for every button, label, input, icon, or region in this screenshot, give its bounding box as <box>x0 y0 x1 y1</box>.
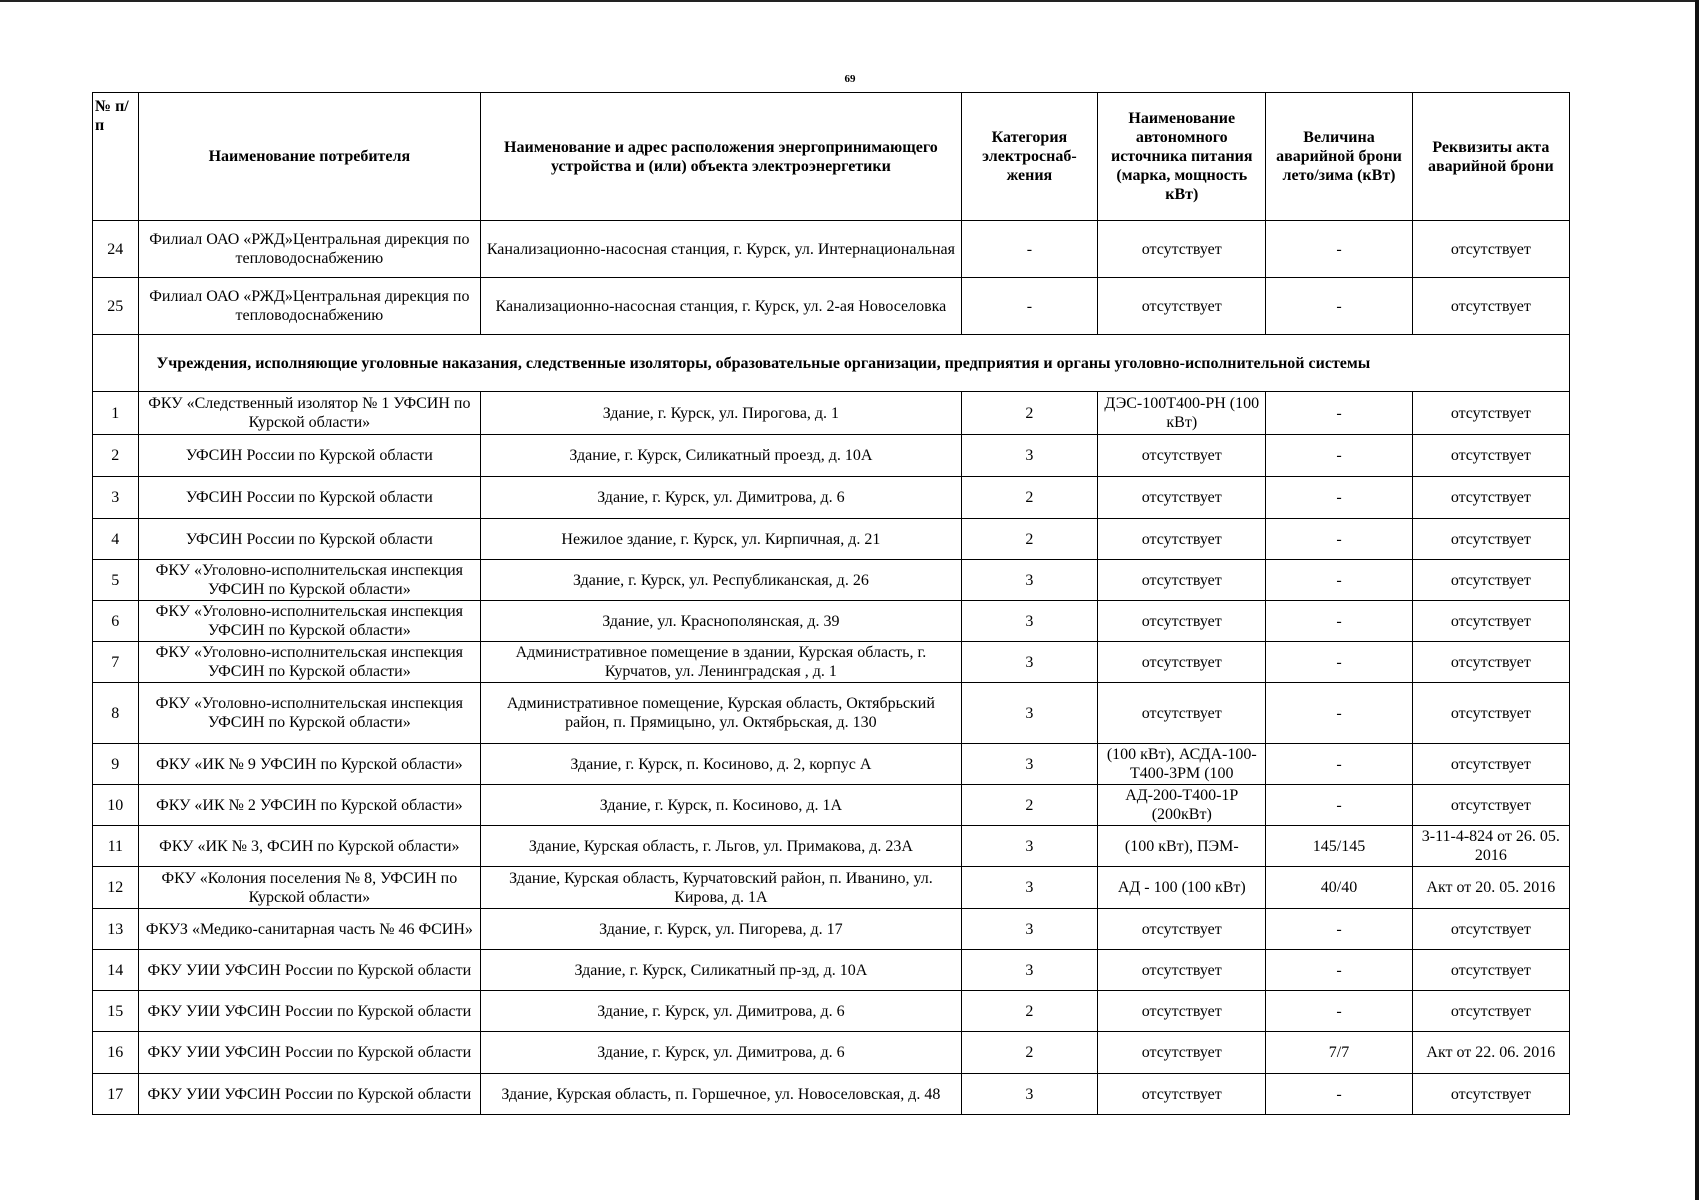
section-title: Учреждения, исполняющие уголовные наказания, следственные изоляторы, образовательные организации, предприятия и органы уголовно-исполнительной системы <box>138 335 1569 392</box>
cell-num: 8 <box>93 683 139 744</box>
cell-reserve: - <box>1266 950 1412 991</box>
cell-address: Здание, г. Курск, Силикатный проезд, д. 10А <box>481 435 961 477</box>
cell-num: 12 <box>93 867 139 909</box>
cell-address: Здание, г. Курск, п. Косиново, д. 1А <box>481 785 961 826</box>
table-row <box>93 826 1570 867</box>
cell-act: Акт от 20. 05. 2016 <box>1412 867 1569 909</box>
cell-reserve: - <box>1266 392 1412 435</box>
cell-category: 3 <box>961 560 1098 601</box>
cell-act: отсутствует <box>1412 991 1569 1032</box>
table-row <box>93 601 1570 642</box>
cell-address: Здание, г. Курск, ул. Димитрова, д. 6 <box>481 991 961 1032</box>
header-category: Категория электроснаб-жения <box>961 93 1098 221</box>
cell-consumer: ФКУ «ИК № 2 УФСИН по Курской области» <box>138 785 481 826</box>
table-row <box>93 991 1570 1032</box>
cell-reserve: 7/7 <box>1266 1032 1412 1074</box>
cell-category: 3 <box>961 435 1098 477</box>
cell-reserve: - <box>1266 221 1412 278</box>
cell-source: отсутствует <box>1098 560 1266 601</box>
header-num: № п/п <box>93 93 139 221</box>
cell-source: отсутствует <box>1098 221 1266 278</box>
cell-act: отсутствует <box>1412 519 1569 560</box>
cell-reserve: 145/145 <box>1266 826 1412 867</box>
rows-group-b <box>93 392 1570 1115</box>
cell-source: отсутствует <box>1098 909 1266 950</box>
cell-num: 24 <box>93 221 139 278</box>
cell-address: Здание, г. Курск, Силикатный пр-зд, д. 10А <box>481 950 961 991</box>
cell-act: отсутствует <box>1412 601 1569 642</box>
cell-consumer: УФСИН России по Курской области <box>138 477 481 519</box>
cell-category: - <box>961 221 1098 278</box>
table-row <box>93 909 1570 950</box>
cell-num: 6 <box>93 601 139 642</box>
header-address: Наименование и адрес расположения энергопринимающего устройства и (или) объекта электроэнергетики <box>481 93 961 221</box>
table-row <box>93 785 1570 826</box>
cell-source: отсутствует <box>1098 1074 1266 1115</box>
table-row <box>93 392 1570 435</box>
cell-consumer: УФСИН России по Курской области <box>138 519 481 560</box>
cell-act: отсутствует <box>1412 785 1569 826</box>
cell-category: 3 <box>961 826 1098 867</box>
cell-consumer: ФКУ «Уголовно-исполнительская инспекция УФСИН по Курской области» <box>138 560 481 601</box>
cell-consumer: ФКУ «Уголовно-исполнительская инспекция УФСИН по Курской области» <box>138 683 481 744</box>
cell-address: Здание, Курская область, Курчатовский район, п. Иванино, ул. Кирова, д. 1А <box>481 867 961 909</box>
cell-act: отсутствует <box>1412 1074 1569 1115</box>
cell-act: отсутствует <box>1412 683 1569 744</box>
table-row <box>93 950 1570 991</box>
cell-reserve: - <box>1266 991 1412 1032</box>
cell-source: отсутствует <box>1098 683 1266 744</box>
cell-category: 3 <box>961 744 1098 785</box>
cell-address: Канализационно-насосная станция, г. Курск, ул. 2-ая Новоселовка <box>481 278 961 335</box>
cell-reserve: - <box>1266 435 1412 477</box>
cell-num: 2 <box>93 435 139 477</box>
cell-category: 2 <box>961 1032 1098 1074</box>
cell-category: 2 <box>961 519 1098 560</box>
cell-address: Здание, г. Курск, п. Косиново, д. 2, корпус А <box>481 744 961 785</box>
cell-source: ДЭС-100Т400-РН (100 кВт) <box>1098 392 1266 435</box>
table-row <box>93 435 1570 477</box>
cell-category: 3 <box>961 683 1098 744</box>
cell-category: 3 <box>961 950 1098 991</box>
cell-reserve: - <box>1266 477 1412 519</box>
cell-category: 2 <box>961 785 1098 826</box>
cell-consumer: ФКУ УИИ УФСИН России по Курской области <box>138 1032 481 1074</box>
header-source: Наименование автономного источника питания (марка, мощность кВт) <box>1098 93 1266 221</box>
cell-consumer: ФКУЗ «Медико-санитарная часть № 46 ФСИН» <box>138 909 481 950</box>
cell-reserve: - <box>1266 642 1412 683</box>
cell-consumer: ФКУ «Колония поселения № 8, УФСИН по Курской области» <box>138 867 481 909</box>
cell-consumer: Филиал ОАО «РЖД»Центральная дирекция по тепловодоснабжению <box>138 278 481 335</box>
header-row <box>93 93 1570 221</box>
header-reserve: Величина аварийной брони лето/зима (кВт) <box>1266 93 1412 221</box>
cell-source: отсутствует <box>1098 1032 1266 1074</box>
cell-num: 16 <box>93 1032 139 1074</box>
scan-edge-right <box>1695 0 1699 1200</box>
cell-address: Здание, г. Курск, ул. Пигорева, д. 17 <box>481 909 961 950</box>
cell-consumer: ФКУ УИИ УФСИН России по Курской области <box>138 950 481 991</box>
cell-category: 3 <box>961 909 1098 950</box>
cell-num: 4 <box>93 519 139 560</box>
cell-address: Здание, ул. Краснополянская, д. 39 <box>481 601 961 642</box>
cell-consumer: ФКУ «Уголовно-исполнительская инспекция УФСИН по Курской области» <box>138 601 481 642</box>
cell-address: Здание, г. Курск, ул. Димитрова, д. 6 <box>481 477 961 519</box>
cell-num: 15 <box>93 991 139 1032</box>
cell-act: отсутствует <box>1412 278 1569 335</box>
cell-source: АД-200-Т400-1Р (200кВт) <box>1098 785 1266 826</box>
header-act: Реквизиты акта аварийной брони <box>1412 93 1569 221</box>
cell-address: Здание, Курская область, г. Льгов, ул. Примакова, д. 23А <box>481 826 961 867</box>
cell-source: отсутствует <box>1098 950 1266 991</box>
cell-num: 25 <box>93 278 139 335</box>
cell-reserve: - <box>1266 744 1412 785</box>
table-row <box>93 867 1570 909</box>
cell-source: отсутствует <box>1098 601 1266 642</box>
cell-category: - <box>961 278 1098 335</box>
cell-source: отсутствует <box>1098 519 1266 560</box>
section-num-cell <box>93 335 139 392</box>
cell-category: 2 <box>961 477 1098 519</box>
cell-num: 3 <box>93 477 139 519</box>
cell-category: 3 <box>961 642 1098 683</box>
cell-reserve: - <box>1266 601 1412 642</box>
cell-source: (100 кВт), ПЭМ- <box>1098 826 1266 867</box>
cell-num: 7 <box>93 642 139 683</box>
cell-reserve: - <box>1266 278 1412 335</box>
cell-reserve: - <box>1266 785 1412 826</box>
cell-act: отсутствует <box>1412 435 1569 477</box>
cell-reserve: - <box>1266 683 1412 744</box>
cell-source: отсутствует <box>1098 435 1266 477</box>
cell-num: 14 <box>93 950 139 991</box>
cell-consumer: ФКУ УИИ УФСИН России по Курской области <box>138 991 481 1032</box>
cell-address: Здание, Курская область, п. Горшечное, ул. Новоселовская, д. 48 <box>481 1074 961 1115</box>
cell-reserve: - <box>1266 560 1412 601</box>
cell-act: 3-11-4-824 от 26. 05. 2016 <box>1412 826 1569 867</box>
cell-num: 10 <box>93 785 139 826</box>
cell-num: 9 <box>93 744 139 785</box>
cell-address: Канализационно-насосная станция, г. Курск, ул. Интернациональная <box>481 221 961 278</box>
cell-num: 5 <box>93 560 139 601</box>
cell-consumer: УФСИН России по Курской области <box>138 435 481 477</box>
scan-edge-top <box>0 0 1699 2</box>
cell-address: Здание, г. Курск, ул. Димитрова, д. 6 <box>481 1032 961 1074</box>
header-consumer: Наименование потребителя <box>138 93 481 221</box>
cell-act: отсутствует <box>1412 560 1569 601</box>
cell-act: отсутствует <box>1412 477 1569 519</box>
table-row <box>93 221 1570 278</box>
cell-reserve: 40/40 <box>1266 867 1412 909</box>
cell-num: 17 <box>93 1074 139 1115</box>
cell-source: отсутствует <box>1098 642 1266 683</box>
cell-address: Здание, г. Курск, ул. Республиканская, д. 26 <box>481 560 961 601</box>
table-row <box>93 560 1570 601</box>
table-row <box>93 642 1570 683</box>
cell-category: 2 <box>961 991 1098 1032</box>
cell-source: АД - 100 (100 кВт) <box>1098 867 1266 909</box>
cell-act: Акт от 22. 06. 2016 <box>1412 1032 1569 1074</box>
cell-address: Административное помещение, Курская область, Октябрьский район, п. Прямицыно, ул. Октябрьская, д. 130 <box>481 683 961 744</box>
cell-address: Административное помещение в здании, Курская область, г. Курчатов, ул. Ленинградская , д. 1 <box>481 642 961 683</box>
section-group <box>93 335 1570 392</box>
cell-reserve: - <box>1266 1074 1412 1115</box>
rows-group-a <box>93 221 1570 335</box>
cell-num: 13 <box>93 909 139 950</box>
cell-act: отсутствует <box>1412 950 1569 991</box>
cell-category: 2 <box>961 392 1098 435</box>
cell-consumer: ФКУ «Следственный изолятор № 1 УФСИН по Курской области» <box>138 392 481 435</box>
page-number: 69 <box>844 73 856 85</box>
table-row <box>93 683 1570 744</box>
cell-source: отсутствует <box>1098 991 1266 1032</box>
cell-source: отсутствует <box>1098 477 1266 519</box>
section-row <box>93 335 1570 392</box>
table-row <box>93 1074 1570 1115</box>
cell-reserve: - <box>1266 909 1412 950</box>
cell-source: (100 кВт), АСДА-100-Т400-3РМ (100 <box>1098 744 1266 785</box>
cell-act: отсутствует <box>1412 744 1569 785</box>
cell-act: отсутствует <box>1412 642 1569 683</box>
cell-num: 11 <box>93 826 139 867</box>
cell-num: 1 <box>93 392 139 435</box>
cell-consumer: ФКУ «ИК № 3, ФСИН по Курской области» <box>138 826 481 867</box>
cell-consumer: ФКУ УИИ УФСИН России по Курской области <box>138 1074 481 1115</box>
cell-reserve: - <box>1266 519 1412 560</box>
cell-consumer: Филиал ОАО «РЖД»Центральная дирекция по тепловодоснабжению <box>138 221 481 278</box>
cell-act: отсутствует <box>1412 221 1569 278</box>
cell-address: Здание, г. Курск, ул. Пирогова, д. 1 <box>481 392 961 435</box>
cell-consumer: ФКУ «Уголовно-исполнительская инспекция УФСИН по Курской области» <box>138 642 481 683</box>
cell-consumer: ФКУ «ИК № 9 УФСИН по Курской области» <box>138 744 481 785</box>
cell-source: отсутствует <box>1098 278 1266 335</box>
table-row <box>93 278 1570 335</box>
cell-act: отсутствует <box>1412 392 1569 435</box>
table-row <box>93 519 1570 560</box>
cell-category: 3 <box>961 1074 1098 1115</box>
table-row <box>93 477 1570 519</box>
cell-address: Нежилое здание, г. Курск, ул. Кирпичная, д. 21 <box>481 519 961 560</box>
cell-category: 3 <box>961 867 1098 909</box>
table-row <box>93 744 1570 785</box>
cell-act: отсутствует <box>1412 909 1569 950</box>
cell-category: 3 <box>961 601 1098 642</box>
table-row <box>93 1032 1570 1074</box>
emergency-reserve-table <box>92 92 1570 1115</box>
